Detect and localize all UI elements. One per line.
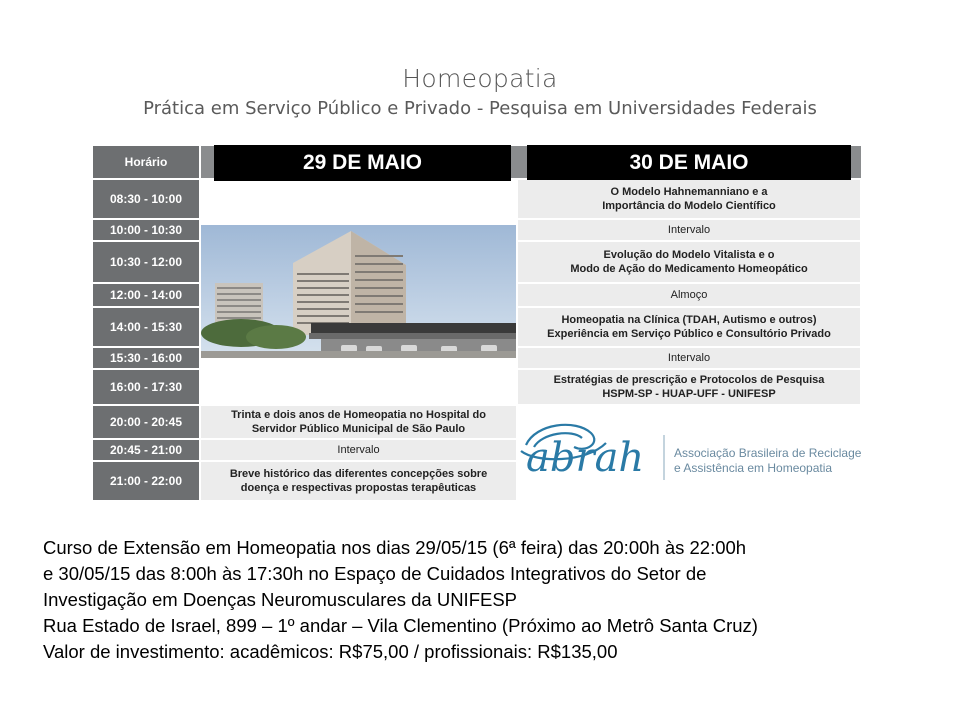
day2-session: Estratégias de prescrição e Protocolos de Pesquisa HSPM-SP - HUAP-UFF - UNIFESP [518,370,860,404]
time-slot: 20:45 - 21:00 [93,440,199,460]
time-slot: 20:00 - 20:45 [93,406,199,438]
time-slot: 21:00 - 22:00 [93,462,199,500]
day1-session: Trinta e dois anos de Homeopatia no Hospital do Servidor Público Municipal de São Paulo [201,406,516,438]
day2-heading: 30 DE MAIO [527,145,851,181]
time-slot: 10:30 - 12:00 [93,242,199,282]
course-info [43,535,923,665]
time-slot: 14:00 - 15:30 [93,308,199,346]
info-line: Investigação em Doenças Neuromusculares da UNIFESP [43,589,518,610]
day2-break: Intervalo [518,348,860,368]
time-slot: 10:00 - 10:30 [93,220,199,240]
page-subtitle: Prática em Serviço Público e Privado - Pesquisa em Universidades Federais [143,98,817,119]
info-line: Rua Estado de Israel, 899 – 1º andar – Vila Clementino (Próximo ao Metrô Santa Cruz) [43,615,758,636]
time-slot: 15:30 - 16:00 [93,348,199,368]
hospital-photo [201,225,516,358]
abrah-logo-wordmark: abrah [526,435,645,481]
svg-text:Associação Brasileira de Recic: Associação Brasileira de Reciclagem [674,446,861,460]
time-slot: 16:00 - 17:30 [93,370,199,404]
time-slot: 08:30 - 10:00 [93,180,199,218]
page-title: Homeopatia [402,64,558,93]
day1-break: Intervalo [201,440,516,460]
info-line: e 30/05/15 das 8:00h às 17:30h no Espaço de Cuidados Integrativos do Setor de [43,563,707,584]
info-line: Curso de Extensão em Homeopatia nos dias 29/05/15 (6ª feira) das 20:00h às 22:00h [43,537,747,558]
day2-lunch: Almoço [518,284,860,306]
schedule-time-header: Horário [93,146,199,178]
day2-session: Homeopatia na Clínica (TDAH, Autismo e outros) Experiência em Serviço Público e Consultório Privado [518,308,860,346]
day2-session: Evolução do Modelo Vitalista e o Modo de Ação do Medicamento Homeopático [518,242,860,282]
svg-text:e Assistência em Homeopatia: e Assistência em Homeopatia [674,461,833,475]
day2-break: Intervalo [518,220,860,240]
day1-heading: 29 DE MAIO [214,145,511,181]
time-slot: 12:00 - 14:00 [93,284,199,306]
abrah-logo [516,405,861,500]
day2-session: O Modelo Hahnemanniano e a Importância do Modelo Científico [518,180,860,218]
info-line: Valor de investimento: acadêmicos: R$75,00 / profissionais: R$135,00 [43,641,618,662]
day1-session: Breve histórico das diferentes concepções sobre doença e respectivas propostas terapêuticas [201,462,516,500]
